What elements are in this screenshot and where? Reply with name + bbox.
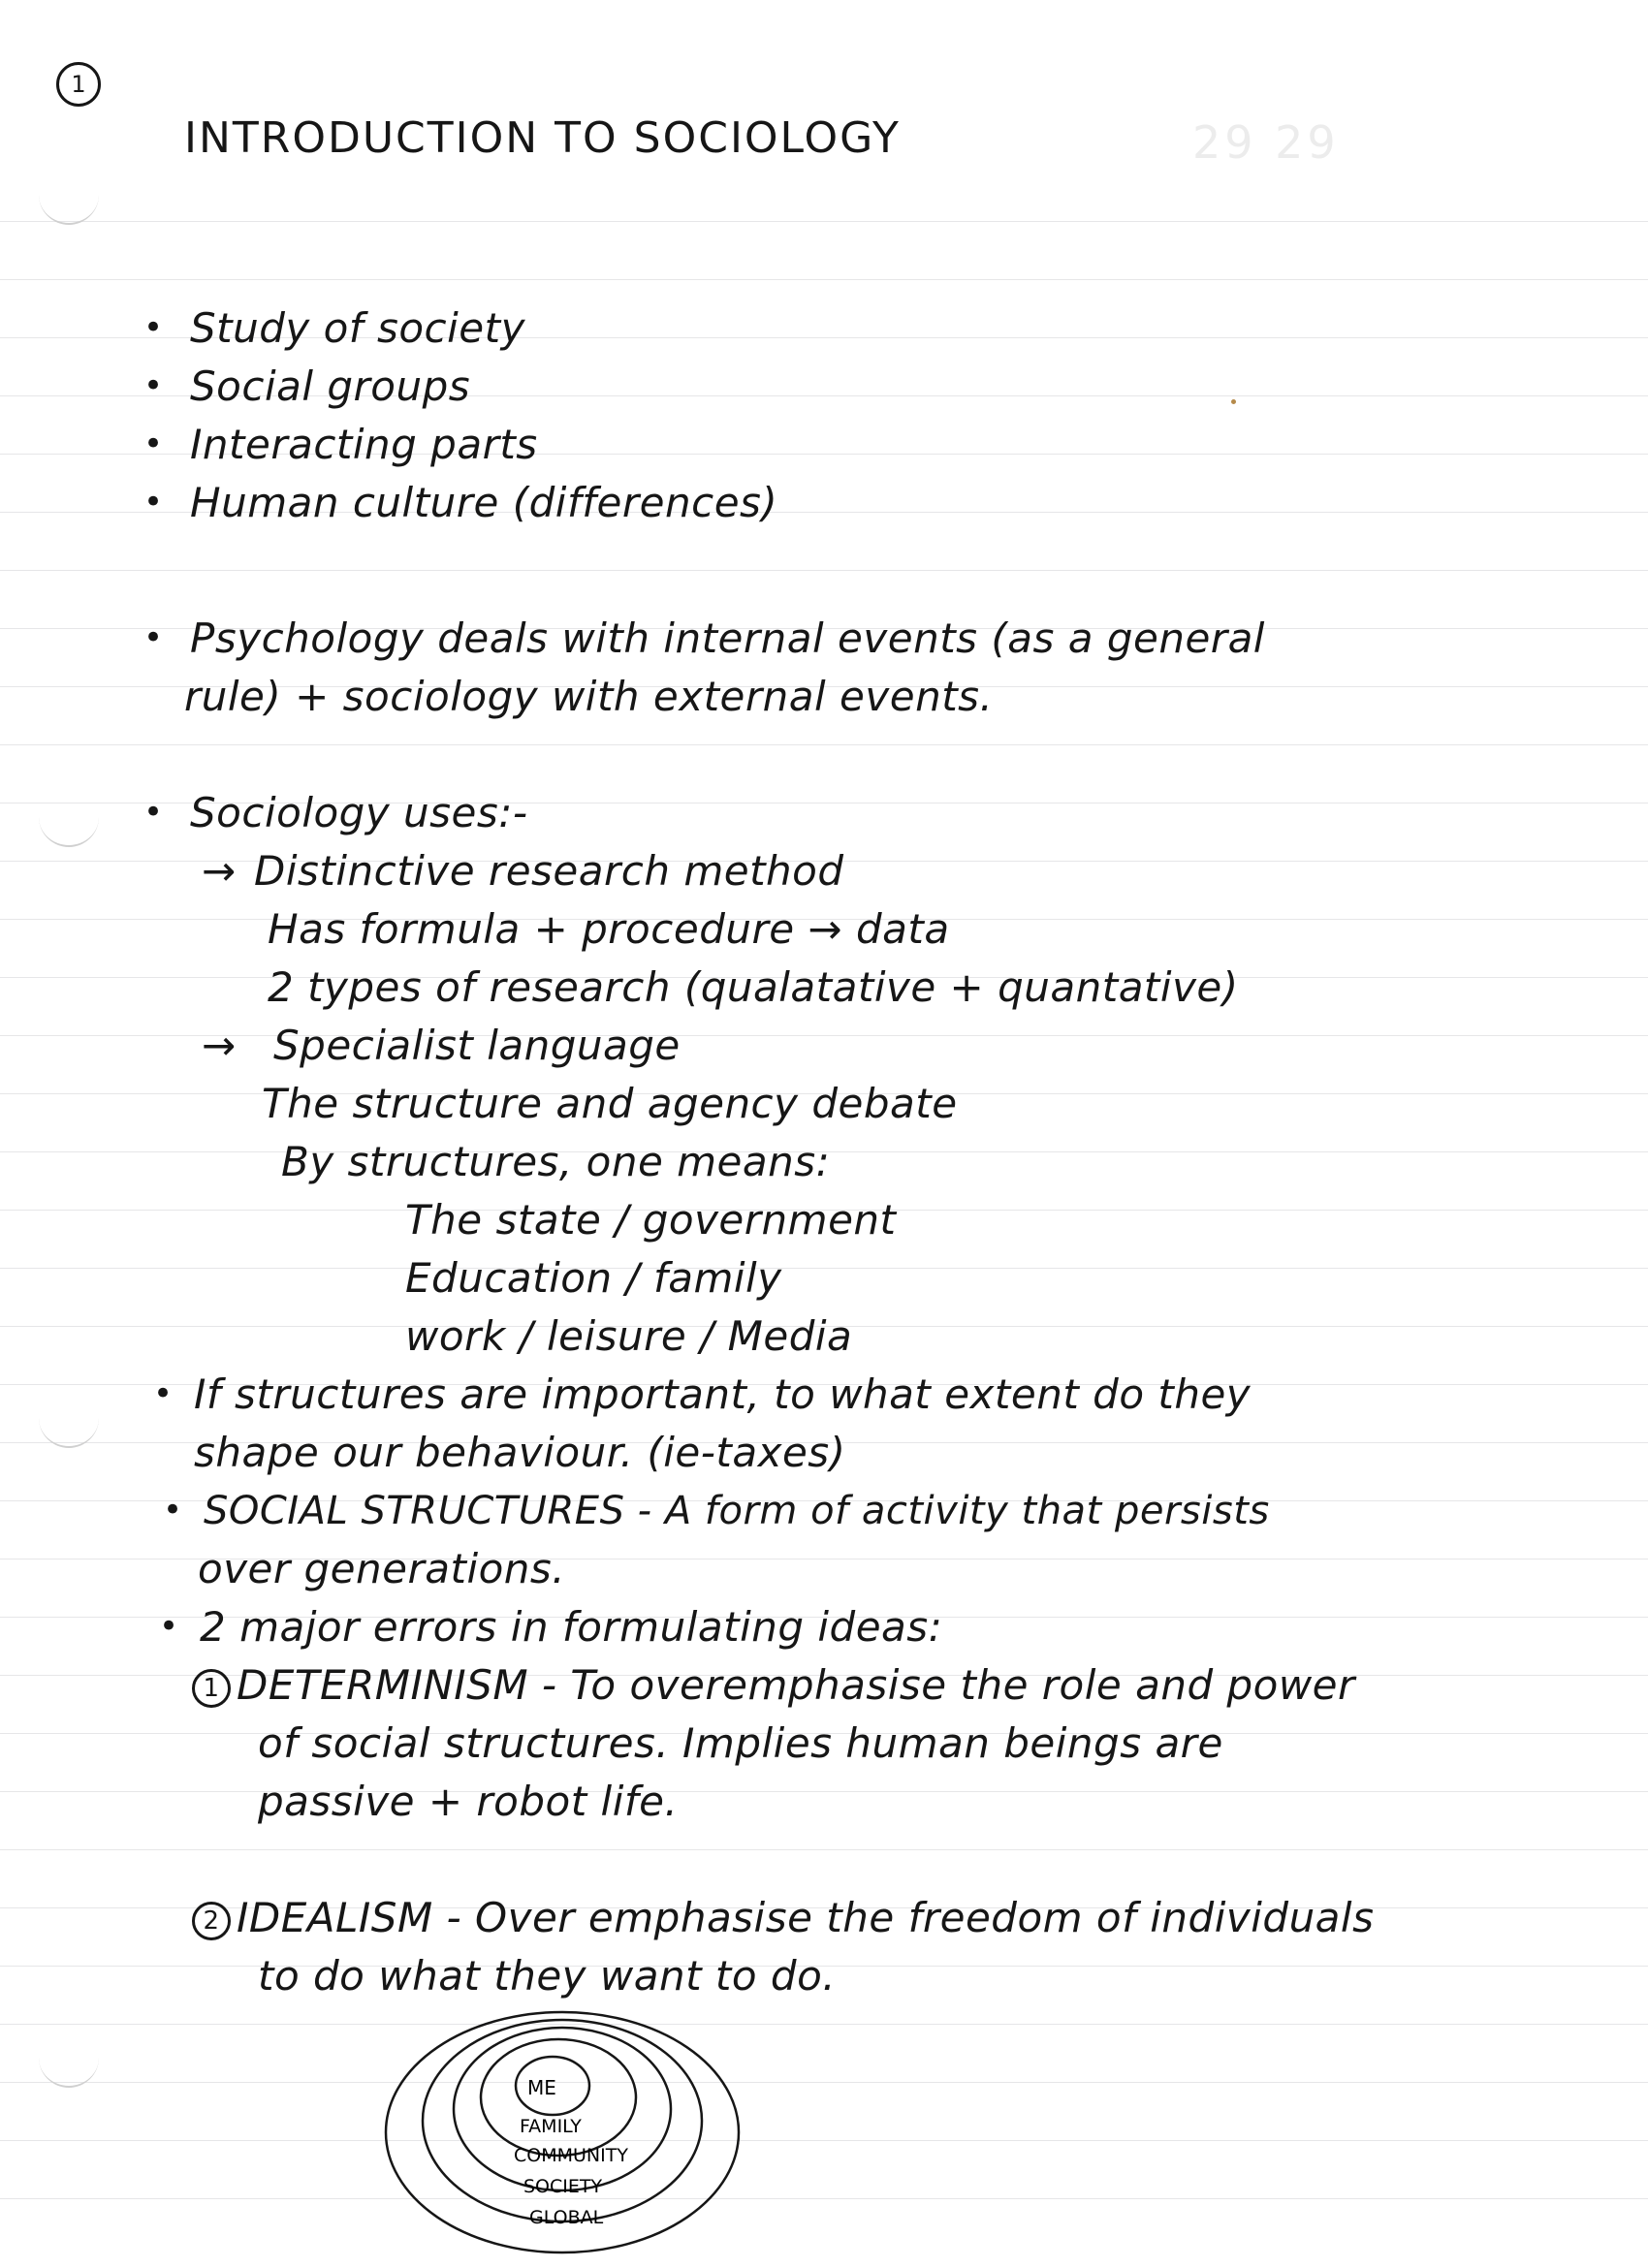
bullet-dot: •: [163, 1491, 183, 1529]
note-line: of social structures. Implies human beings are: [258, 1719, 1223, 1767]
punch-hole-mid: [39, 814, 99, 847]
layer-label: COMMUNITY: [514, 2145, 628, 2166]
note-line-idealism: [192, 1894, 1374, 1942]
note-line: Has formula + procedure → data: [268, 905, 950, 953]
note-line: 2 major errors in formulating ideas:: [200, 1603, 943, 1651]
note-line: rule) + sociology with external events.: [184, 673, 994, 720]
layer-label: ME: [527, 2076, 556, 2099]
note-line: 2 types of research (qualatative + quantative): [268, 963, 1239, 1011]
note-line: shape our behaviour. (ie-taxes): [194, 1429, 846, 1476]
page-title: INTRODUCTION TO SOCIOLOGY: [184, 113, 901, 163]
bullet-dot: •: [143, 425, 164, 463]
note-line: Specialist language: [273, 1022, 681, 1069]
note-text: IDEALISM - Over emphasise the freedom of individuals: [237, 1894, 1375, 1941]
note-text: DETERMINISM - To overemphasise the role and power: [237, 1661, 1355, 1709]
note-line: SOCIAL STRUCTURES - A form of activity that persists: [204, 1489, 1270, 1533]
note-line: work / leisure / Media: [405, 1312, 853, 1360]
note-line: Interacting parts: [190, 421, 538, 468]
note-line: By structures, one means:: [281, 1138, 831, 1185]
note-line: over generations.: [198, 1545, 566, 1592]
note-line: Psychology deals with internal events (as a general: [190, 614, 1265, 662]
punch-hole-top: [39, 192, 99, 225]
note-line: If structures are important, to what extent do they: [194, 1370, 1252, 1418]
note-line: passive + robot life.: [258, 1778, 679, 1825]
bullet-dot: •: [143, 793, 164, 832]
bullet-dot: •: [143, 308, 164, 347]
faint-bleed-mark: 29 29: [1192, 116, 1340, 169]
layer-label: FAMILY: [520, 2116, 582, 2137]
layer-label: SOCIETY: [523, 2176, 603, 2197]
note-line: The state / government: [405, 1196, 897, 1244]
page-number: 1: [56, 62, 101, 107]
note-line: Social groups: [190, 362, 471, 410]
note-line: The structure and agency debate: [262, 1080, 958, 1127]
bullet-dot: •: [143, 483, 164, 521]
paper-speck: [1231, 399, 1236, 404]
number-two-circle: 2: [192, 1902, 231, 1940]
bullet-dot: •: [153, 1374, 174, 1413]
arrow-bullet-icon: →: [202, 1022, 237, 1069]
layer-label: GLOBAL: [529, 2207, 604, 2228]
note-line: Distinctive research method: [254, 847, 844, 895]
bullet-dot: •: [143, 366, 164, 405]
note-line-determinism: [192, 1661, 1355, 1710]
note-line: Human culture (differences): [190, 479, 778, 526]
bullet-dot: •: [143, 618, 164, 657]
note-line: Education / family: [405, 1254, 782, 1302]
note-line: Study of society: [190, 304, 525, 352]
note-line: to do what they want to do.: [258, 1952, 837, 2000]
arrow-bullet-icon: →: [202, 847, 237, 895]
bullet-dot: •: [159, 1607, 179, 1646]
nested-circles-diagram: [368, 1977, 776, 2268]
note-line: Sociology uses:-: [190, 789, 528, 836]
number-one-circle: 1: [192, 1669, 231, 1708]
